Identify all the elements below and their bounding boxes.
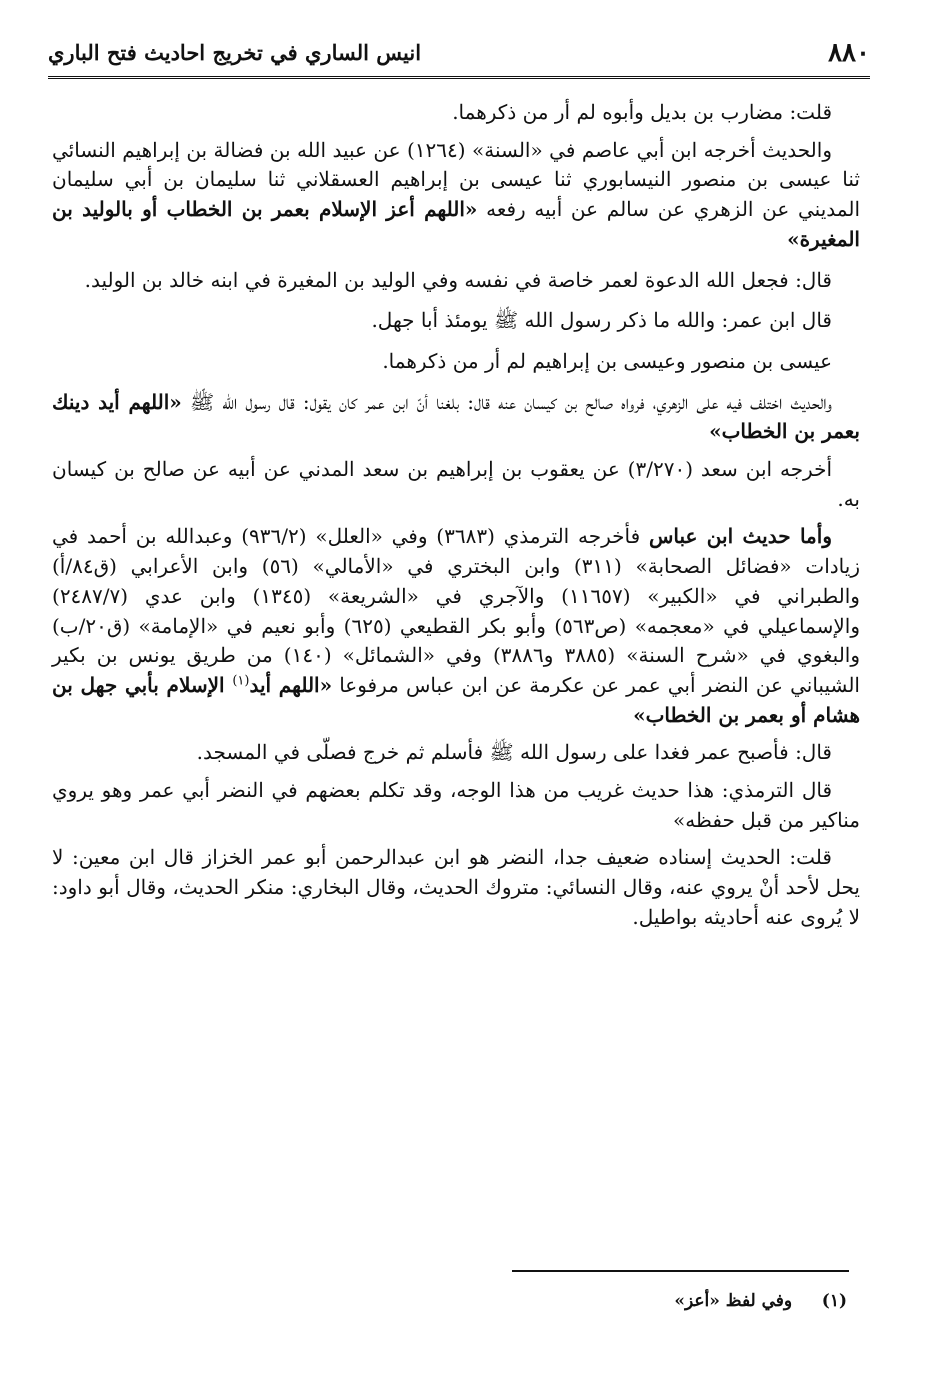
paragraph <box>52 738 860 768</box>
bold-text-run: «اللهم أيد <box>249 672 333 697</box>
text-run: عيسى بن منصور وعيسى بن إبراهيم لم أر من ذكرهما. <box>382 348 832 373</box>
running-title: انيس الساري في تخريج احاديث فتح الباري <box>48 40 422 65</box>
paragraph <box>52 136 860 255</box>
text-run: أخرجه ابن سعد (٣/٢٧٠) عن يعقوب بن إبراهيم بن سعد المدني عن أبيه عن صالح بن كيسان به. <box>52 457 860 511</box>
header-divider <box>48 76 870 79</box>
bold-text-run: «اللهم أعز الإسلام بعمر بن الخطاب أو بالوليد بن المغيرة» <box>52 197 860 251</box>
text-run: قلت: الحديث إسناده ضعيف جدا، النضر هو ابن عبدالرحمن أبو عمر الخزاز قال ابن معين: لا يحل لأحد أنْ يروي عنه، وقال النسائي: متروك الحديث، وقال البخاري: منكر الحديث، وقال أبو داود: لا يُروى عنه أحاديثه بواطيل. <box>52 845 860 929</box>
paragraph <box>52 388 860 447</box>
paragraph <box>52 843 860 932</box>
paragraph <box>52 266 860 296</box>
text-run: قال ابن عمر: والله ما ذكر رسول الله ﷺ يومئذ أبا جهل. <box>371 308 832 333</box>
text-run: قال الترمذي: هذا حديث غريب من هذا الوجه، وقد تكلم بعضهم في النضر أبي عمر وهو يروي مناكير من قبل حفظه» <box>52 778 860 832</box>
text-run: قال: فجعل الله الدعوة لعمر خاصة في نفسه وفي الوليد بن المغيرة في ابنه خالد بن الوليد. <box>84 267 832 292</box>
footnote-text: وفي لفظ «أعز» <box>674 1291 793 1311</box>
text-run: قال: فأصبح عمر فغدا على رسول الله ﷺ فأسلم ثم خرج فصلّى في المسجد. <box>196 740 832 765</box>
footnote <box>87 1288 847 1314</box>
paragraph <box>52 98 860 128</box>
footnote-marker: (١) <box>821 1291 847 1311</box>
page-number: ٨٨٠ <box>828 38 870 68</box>
footnote-divider <box>512 1270 849 1272</box>
paragraph <box>52 522 860 730</box>
text-run: والحديث أخرجه ابن أبي عاصم في «السنة» (١٢٦٤) عن عبيد الله بن فضالة بن إبراهيم النسائي ثنا عيسى بن منصور النيسابوري ثنا عيسى بن إبراهيم العسقلاني ثنا سليمان بن أبي سليمان المديني عن الزهري عن سالم عن أبيه رفعه <box>52 137 860 222</box>
text-run: قلت: مضارب بن بديل وأبوه لم أر من ذكرهما. <box>452 100 832 124</box>
text-run: فأخرجه الترمذي (٣٦٨٣) وفي «العلل» (٩٣٦/٢) وعبدالله بن أحمد في زيادات «فضائل الصحابة» (٣١١) وابن البختري في «الأمالي» (٥٦) وابن الأعرابي (ق٨٤/أ) والطبراني في «الكبير» (١١٦٥٧) والآجري في «الشريعة» (١٣٤٥) وابن عدي (٢٤٨٧/٧) والإسماعيلي في «معجمه» (ص٥٦٣) وأبو بكر القطيعي (٦٢٥) وأبو نعيم في «الإمامة» (ق٢٠/ب) والبغوي في «شرح السنة» (٣٨٨٥ و٣٨٨٦) وفي «الشمائل» (١٤٠) من طريق يونس بن بكير الشيباني عن النضر أبي عمر عن عكرمة عن ابن عباس مرفوعا <box>52 524 860 697</box>
paragraph <box>52 776 860 835</box>
paragraph <box>52 455 860 514</box>
bold-text-run: «اللهم أيد دينك بعمر بن الخطاب» <box>52 389 860 444</box>
body-text <box>52 98 860 944</box>
footnote-reference: (١) <box>232 673 250 689</box>
paragraph <box>52 306 860 336</box>
text-run: والحديث اختلف فيه على الزهري، فرواه صالح بن كيسان عنه قال: بلغنا أنّ ابن عمر كان يقول: قال رسول الله ﷺ <box>181 389 833 414</box>
bold-text-run: الإسلام بأبي جهل بن هشام أو بعمر بن الخطاب» <box>52 672 860 727</box>
paragraph <box>52 347 860 377</box>
bold-text-run: وأما حديث ابن عباس <box>648 524 832 549</box>
page-header <box>48 34 870 74</box>
